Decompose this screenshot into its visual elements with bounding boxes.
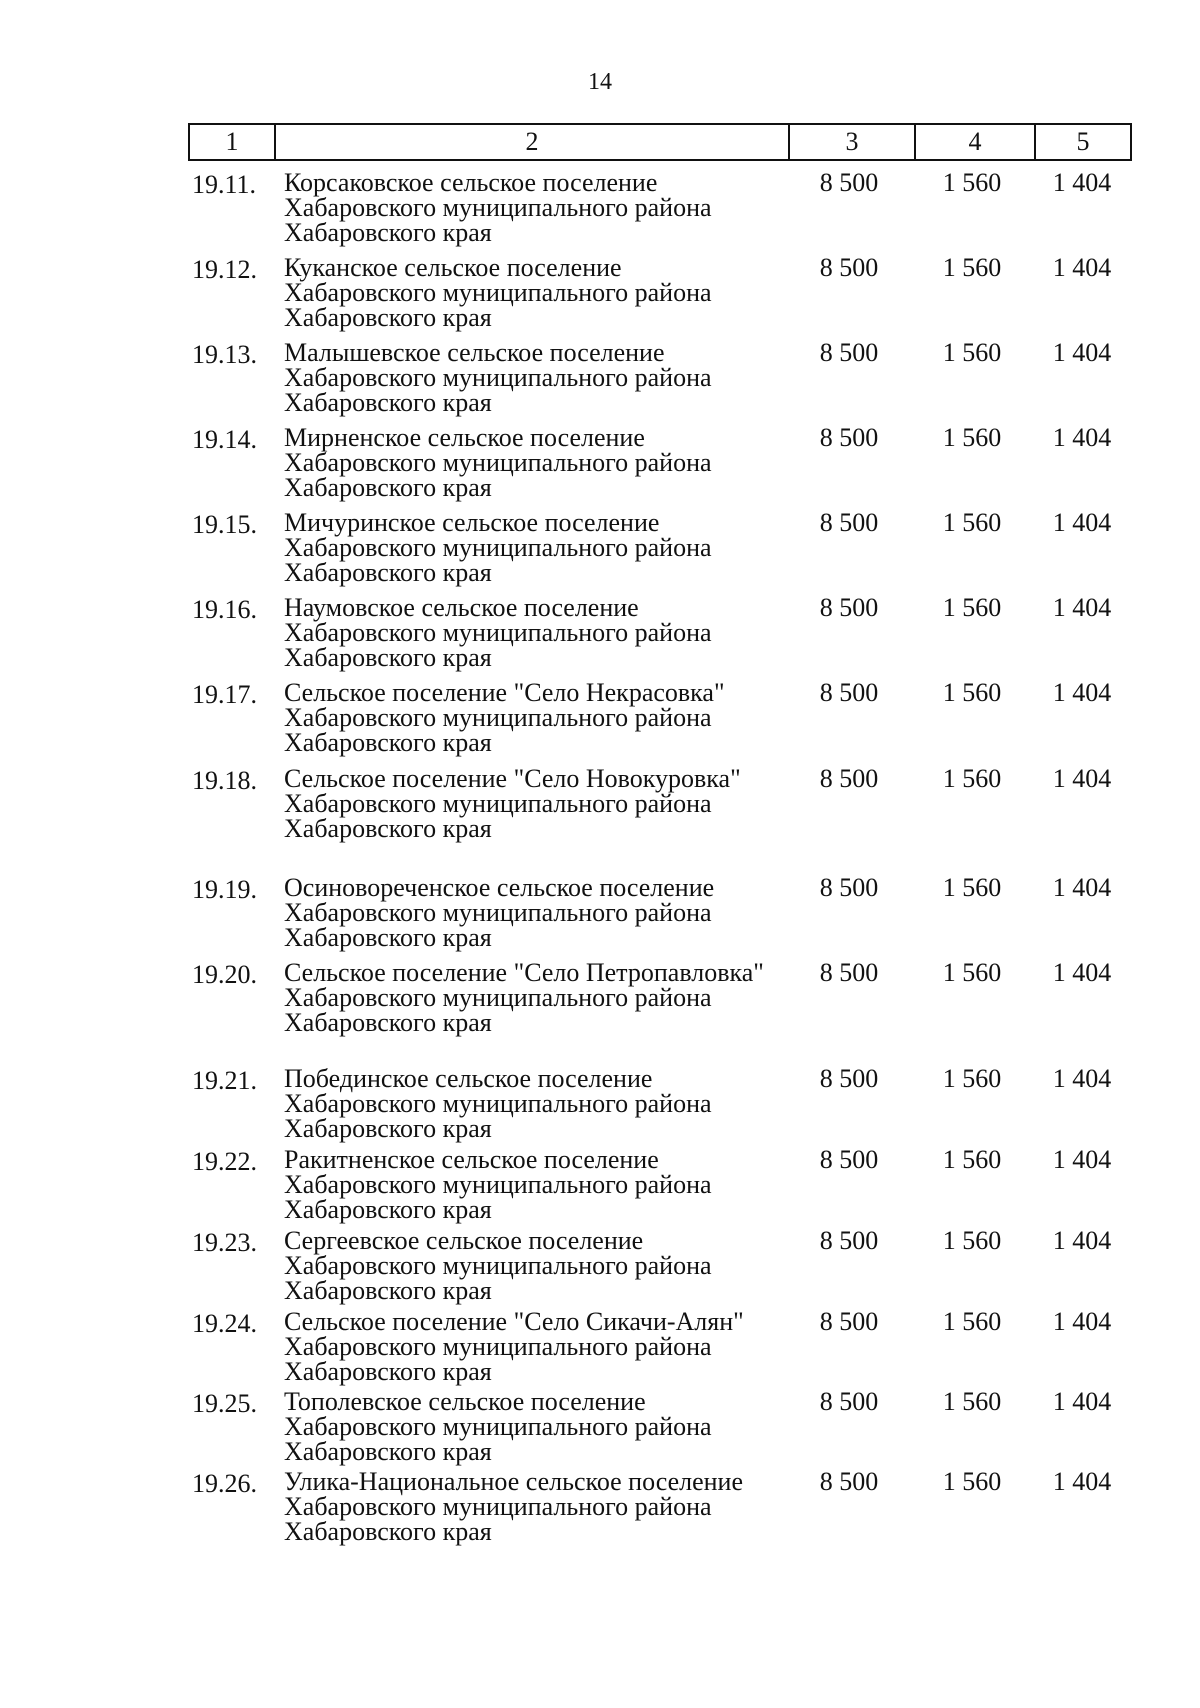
table-row <box>188 593 1132 678</box>
row-number: 19.12. <box>192 255 257 284</box>
value-col-4: 1 560 <box>942 764 1002 793</box>
row-number: 19.16. <box>192 595 257 624</box>
row-number: 19.14. <box>192 425 257 454</box>
table-row <box>188 1387 1132 1467</box>
value-col-5: 1 404 <box>1052 1307 1112 1336</box>
value-col-3: 8 500 <box>819 508 879 537</box>
value-col-4: 1 560 <box>942 338 1002 367</box>
table-row <box>188 168 1132 253</box>
table-row <box>188 1307 1132 1387</box>
row-number: 19.18. <box>192 766 257 795</box>
value-col-3: 8 500 <box>819 1226 879 1255</box>
row-number: 19.23. <box>192 1228 257 1257</box>
value-col-5: 1 404 <box>1052 1387 1112 1416</box>
row-number: 19.17. <box>192 680 257 709</box>
page-number: 14 <box>588 69 612 95</box>
settlement-name: Улика-Национальное сельское поселение Хабаровского муниципального района Хабаровского края <box>284 1467 744 1546</box>
value-col-4: 1 560 <box>942 423 1002 452</box>
value-col-5: 1 404 <box>1052 1145 1112 1174</box>
value-col-5: 1 404 <box>1052 1064 1112 1093</box>
settlement-name: Сельское поселение "Село Петропавловка" Хабаровского муниципального района Хабаровского края <box>284 958 764 1037</box>
row-number: 19.25. <box>192 1389 257 1418</box>
value-col-3: 8 500 <box>819 678 879 707</box>
value-col-5: 1 404 <box>1052 593 1112 622</box>
row-number: 19.13. <box>192 340 257 369</box>
value-col-3: 8 500 <box>819 593 879 622</box>
settlement-name: Куканское сельское поселение Хабаровского муниципального района Хабаровского края <box>284 253 712 332</box>
value-col-3: 8 500 <box>819 1307 879 1336</box>
value-col-4: 1 560 <box>942 958 1002 987</box>
value-col-4: 1 560 <box>942 1387 1002 1416</box>
table-body <box>188 168 1132 1575</box>
value-col-5: 1 404 <box>1052 958 1112 987</box>
value-col-3: 8 500 <box>819 958 879 987</box>
value-col-4: 1 560 <box>942 253 1002 282</box>
table-row <box>188 423 1132 508</box>
table-row <box>188 1467 1132 1575</box>
value-col-5: 1 404 <box>1052 168 1112 197</box>
header-cell-5: 5 <box>1034 125 1130 159</box>
value-col-5: 1 404 <box>1052 1467 1112 1496</box>
row-number: 19.19. <box>192 875 257 904</box>
row-number: 19.26. <box>192 1469 257 1498</box>
settlement-name: Мирненское сельское поселение Хабаровского муниципального района Хабаровского края <box>284 423 712 502</box>
value-col-4: 1 560 <box>942 168 1002 197</box>
table-row <box>188 1064 1132 1145</box>
value-col-4: 1 560 <box>942 593 1002 622</box>
settlement-name: Корсаковское сельское поселение Хабаровского муниципального района Хабаровского края <box>284 168 712 247</box>
value-col-3: 8 500 <box>819 764 879 793</box>
value-col-4: 1 560 <box>942 1145 1002 1174</box>
table-header <box>188 123 1132 161</box>
settlement-name: Ракитненское сельское поселение Хабаровского муниципального района Хабаровского края <box>284 1145 712 1224</box>
value-col-5: 1 404 <box>1052 338 1112 367</box>
settlement-name: Мичуринское сельское поселение Хабаровского муниципального района Хабаровского края <box>284 508 712 587</box>
table-row <box>188 253 1132 338</box>
value-col-5: 1 404 <box>1052 423 1112 452</box>
value-col-3: 8 500 <box>819 168 879 197</box>
settlement-name: Осиновореченское сельское поселение Хабаровского муниципального района Хабаровского края <box>284 873 715 952</box>
value-col-3: 8 500 <box>819 873 879 902</box>
value-col-5: 1 404 <box>1052 873 1112 902</box>
value-col-5: 1 404 <box>1052 764 1112 793</box>
row-number: 19.20. <box>192 960 257 989</box>
value-col-5: 1 404 <box>1052 253 1112 282</box>
header-cell-2: 2 <box>274 125 788 159</box>
value-col-3: 8 500 <box>819 423 879 452</box>
header-cell-1: 1 <box>225 127 239 156</box>
row-number: 19.15. <box>192 510 257 539</box>
value-col-4: 1 560 <box>942 1064 1002 1093</box>
row-number: 19.21. <box>192 1066 257 1095</box>
settlement-name: Наумовское сельское поселение Хабаровского муниципального района Хабаровского края <box>284 593 712 672</box>
value-col-3: 8 500 <box>819 1145 879 1174</box>
value-col-4: 1 560 <box>942 508 1002 537</box>
settlement-name: Сельское поселение "Село Некрасовка" Хабаровского муниципального района Хабаровского края <box>284 678 725 757</box>
table-row <box>188 1226 1132 1307</box>
table-row <box>188 764 1132 873</box>
value-col-5: 1 404 <box>1052 678 1112 707</box>
value-col-4: 1 560 <box>942 1467 1002 1496</box>
value-col-4: 1 560 <box>942 1226 1002 1255</box>
value-col-3: 8 500 <box>819 338 879 367</box>
settlement-name: Сельское поселение "Село Сикачи-Алян" Хабаровского муниципального района Хабаровского края <box>284 1307 744 1386</box>
table-row <box>188 678 1132 764</box>
value-col-3: 8 500 <box>819 253 879 282</box>
value-col-4: 1 560 <box>942 678 1002 707</box>
value-col-3: 8 500 <box>819 1467 879 1496</box>
table-row <box>188 873 1132 958</box>
table-row <box>188 958 1132 1064</box>
settlement-name: Сельское поселение "Село Новокуровка" Хабаровского муниципального района Хабаровского края <box>284 764 741 843</box>
row-number: 19.24. <box>192 1309 257 1338</box>
value-col-3: 8 500 <box>819 1064 879 1093</box>
row-number: 19.22. <box>192 1147 257 1176</box>
value-col-5: 1 404 <box>1052 1226 1112 1255</box>
header-cell-3: 3 <box>788 125 914 159</box>
row-number: 19.11. <box>192 170 257 199</box>
table-row <box>188 508 1132 593</box>
settlement-name: Побединское сельское поселение Хабаровского муниципального района Хабаровского края <box>284 1064 712 1143</box>
settlement-name: Сергеевское сельское поселение Хабаровского муниципального района Хабаровского края <box>284 1226 712 1305</box>
value-col-5: 1 404 <box>1052 508 1112 537</box>
settlement-name: Тополевское сельское поселение Хабаровского муниципального района Хабаровского края <box>284 1387 712 1466</box>
value-col-4: 1 560 <box>942 1307 1002 1336</box>
header-cell-4: 4 <box>914 125 1034 159</box>
table-row <box>188 338 1132 423</box>
settlement-name: Малышевское сельское поселение Хабаровского муниципального района Хабаровского края <box>284 338 712 417</box>
value-col-3: 8 500 <box>819 1387 879 1416</box>
table-row <box>188 1145 1132 1226</box>
value-col-4: 1 560 <box>942 873 1002 902</box>
